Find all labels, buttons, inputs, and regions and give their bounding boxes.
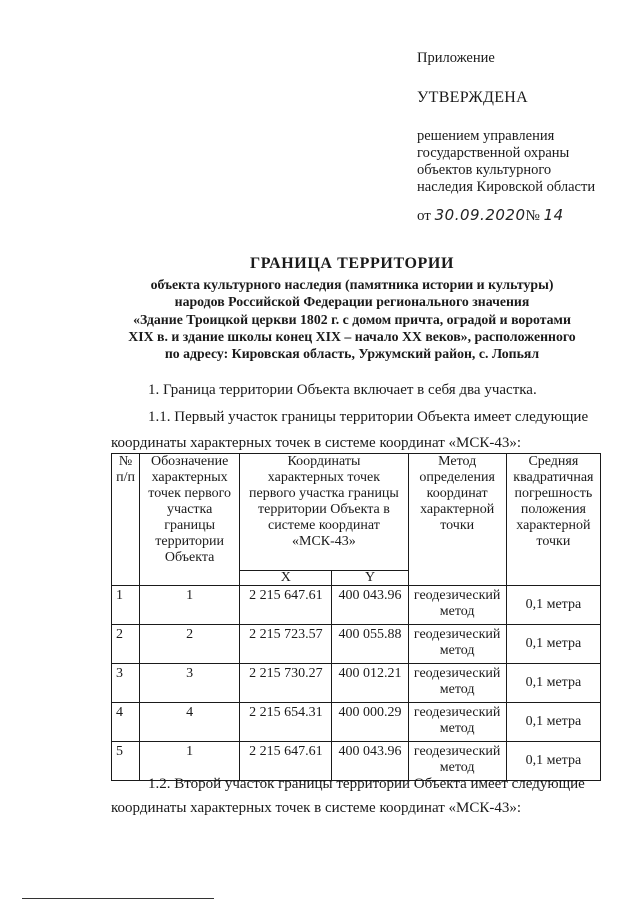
cell-point: 2 [140,625,240,664]
cell-num: 5 [112,742,140,781]
cell-y: 400 012.21 [332,664,408,703]
paragraph-2-line-1: 1.1. Первый участок границы территории Объекта имеет следующие [148,409,589,425]
footer-divider [22,898,214,899]
number-label: № [525,208,540,224]
handwritten-number: 14 [543,206,564,224]
cell-y: 400 043.96 [332,586,408,625]
header-coords: Координаты характерных точек первого участка границы территории Объекта в системе координат «МСК-43» [240,454,408,571]
coordinates-table [111,453,601,781]
header-point: Обозначение характерных точек первого участка границы территории Объекта [140,454,240,586]
title-main: ГРАНИЦА ТЕРРИТОРИИ [249,255,455,272]
title-line-3: «Здание Троицкой церкви 1802 г. с домом причта, оградой и воротами [133,311,571,327]
paragraph-1: 1. Граница территории Объекта включает в себя два участка. [148,382,537,398]
cell-method: геодезический метод [408,703,506,742]
decision-line-1: решением управления [417,128,555,144]
cell-error: 0,1 метра [506,625,600,664]
cell-point: 3 [140,664,240,703]
table-header-row [112,454,601,571]
cell-num: 2 [112,625,140,664]
cell-x: 2 215 647.61 [240,742,332,781]
header-y: Y [332,571,408,586]
appendix-label: Приложение [417,50,495,66]
cell-method: геодезический метод [408,664,506,703]
from-label: от [417,208,431,224]
cell-num: 1 [112,586,140,625]
header-num: № п/п [112,454,140,586]
decision-line-4: наследия Кировской области [417,179,596,195]
document-title [92,255,612,362]
table-row [112,625,601,664]
paragraph-3-line-1: 1.2. Второй участок границы территории Объекта имеет следующие [148,776,585,792]
header-x: X [240,571,332,586]
table-row [112,586,601,625]
title-line-4: XIX в. и здание школы конец XIX – начало XX веков», расположенного [128,328,576,344]
title-line-5: по адресу: Кировская область, Уржумский район, с. Лопьял [164,346,540,362]
cell-point: 4 [140,703,240,742]
cell-num: 4 [112,703,140,742]
cell-point: 1 [140,742,240,781]
cell-error: 0,1 метра [506,742,600,781]
decision-line-2: государственной охраны [417,145,570,161]
title-line-2: народов Российской Федерации регионального значения [174,294,530,310]
date-number-line [417,206,564,225]
cell-error: 0,1 метра [506,664,600,703]
handwritten-date: 30.09.2020 [434,206,526,224]
cell-method: геодезический метод [408,625,506,664]
cell-y: 400 000.29 [332,703,408,742]
approval-block [417,50,632,196]
cell-x: 2 215 654.31 [240,703,332,742]
approved-label: УТВЕРЖДЕНА [417,89,529,106]
cell-error: 0,1 метра [506,586,600,625]
cell-method: геодезический метод [408,586,506,625]
cell-point: 1 [140,586,240,625]
paragraph-3-line-2: координаты характерных точек в системе координат «МСК-43»: [111,800,522,816]
cell-x: 2 215 730.27 [240,664,332,703]
header-error: Средняя квадратичная погрешность положения характерной точки [506,454,600,586]
cell-method: геодезический метод [408,742,506,781]
table-row [112,703,601,742]
cell-x: 2 215 723.57 [240,625,332,664]
paragraph-2-line-2: координаты характерных точек в системе координат «МСК-43»: [111,435,522,451]
title-line-1: объекта культурного наследия (памятника истории и культуры) [150,277,554,292]
table-row [112,664,601,703]
decision-line-3: объектов культурного [417,162,552,178]
cell-x: 2 215 647.61 [240,586,332,625]
cell-error: 0,1 метра [506,703,600,742]
cell-y: 400 043.96 [332,742,408,781]
header-method: Метод определения координат характерной точки [408,454,506,586]
cell-y: 400 055.88 [332,625,408,664]
cell-num: 3 [112,664,140,703]
